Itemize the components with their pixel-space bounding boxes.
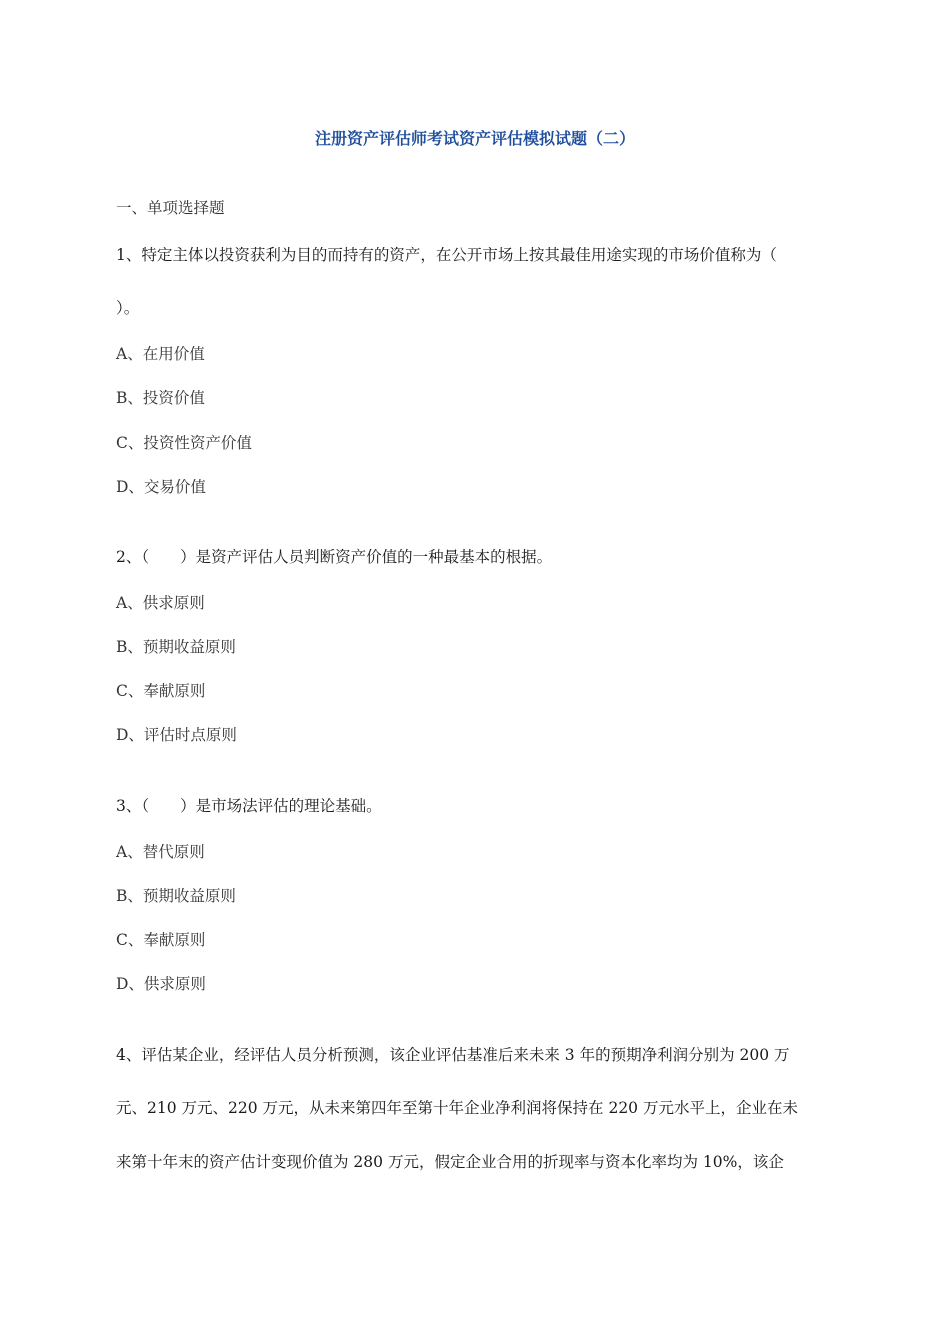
section-heading: 一、单项选择题 bbox=[116, 199, 225, 217]
question-1-option-d: D、交易价值 bbox=[116, 478, 206, 496]
question-1-option-c: C、投资性资产价值 bbox=[116, 434, 252, 452]
question-3-stem: 3、（ ）是市场法评估的理论基础。 bbox=[116, 797, 382, 815]
question-4-stem-line-2: 元、210 万元、220 万元，从未来第四年至第十年企业净利润将保持在 220 万元水平上，企业在未 bbox=[116, 1099, 798, 1117]
question-2-stem: 2、（ ）是资产评估人员判断资产价值的一种最基本的根据。 bbox=[116, 548, 553, 566]
question-3-option-a: A、替代原则 bbox=[116, 843, 205, 861]
question-3-option-d: D、供求原则 bbox=[116, 975, 206, 993]
question-1-option-a: A、在用价值 bbox=[116, 345, 205, 363]
question-4-stem-line-3: 来第十年末的资产估计变现价值为 280 万元，假定企业合用的折现率与资本化率均为 10%，该企 bbox=[116, 1153, 784, 1171]
question-1-stem-line-2: ）。 bbox=[116, 299, 140, 317]
question-2-option-b: B、预期收益原则 bbox=[116, 638, 236, 656]
question-4-stem-line-1: 4、评估某企业，经评估人员分析预测，该企业评估基准后来未来 3 年的预期净利润分别为 200 万 bbox=[116, 1046, 790, 1064]
question-2-option-d: D、评估时点原则 bbox=[116, 726, 237, 744]
question-1-stem-line-1: 1、特定主体以投资获利为目的而持有的资产，在公开市场上按其最佳用途实现的市场价值称为（ bbox=[116, 246, 777, 264]
question-2-option-a: A、供求原则 bbox=[116, 594, 205, 612]
page-title: 注册资产评估师考试资产评估模拟试题（二） bbox=[314, 129, 635, 148]
question-3-option-b: B、预期收益原则 bbox=[116, 887, 236, 905]
question-1-option-b: B、投资价值 bbox=[116, 389, 205, 407]
question-2-option-c: C、奉献原则 bbox=[116, 682, 206, 700]
question-3-option-c: C、奉献原则 bbox=[116, 931, 206, 949]
